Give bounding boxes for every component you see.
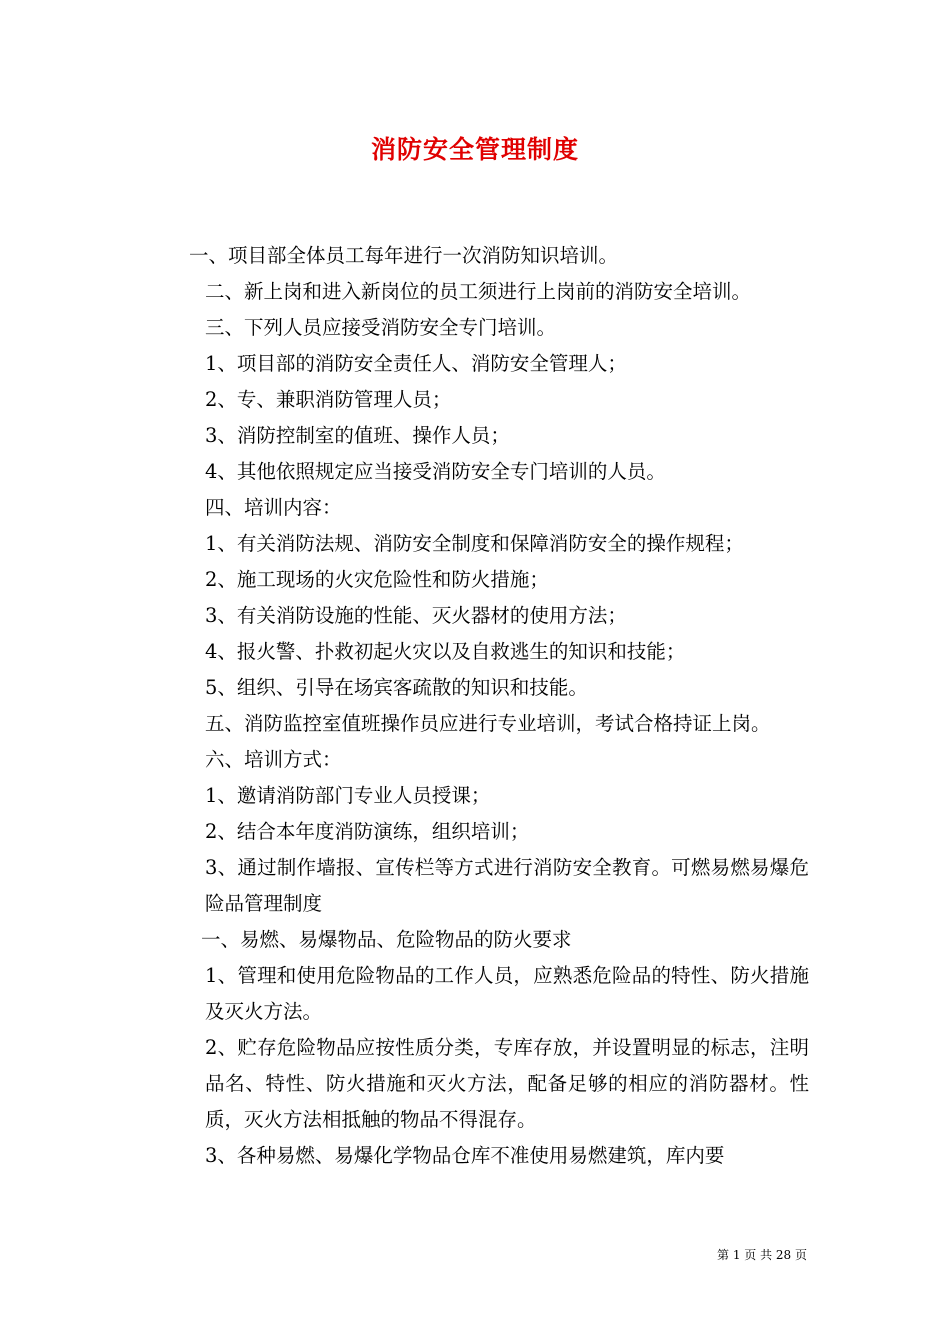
- list-item-4-4: 4、报火警、扑救初起火灾以及自救逃生的知识和技能；: [205, 640, 686, 663]
- document-body: [143, 238, 809, 1174]
- paragraph-4: 四、培训内容：: [205, 496, 342, 519]
- rule-paragraph-3: 3、各种易燃、易爆化学物品仓库不准使用易燃建筑，库内要: [205, 1144, 725, 1167]
- list-item-4-2: 2、施工现场的火灾危险性和防火措施；: [205, 568, 549, 591]
- list-item-4-1: 1、有关消防法规、消防安全制度和保障消防安全的操作规程；: [205, 532, 744, 555]
- list-item-4-5: 5、组织、引导在场宾客疏散的知识和技能。: [205, 676, 588, 699]
- paragraph-6: 六、培训方式：: [205, 748, 342, 771]
- list-item-6-3: 3、通过制作墙报、宣传栏等方式进行消防安全教育。可燃易燃易爆危险品管理制度: [205, 856, 809, 915]
- list-item-4-3: 3、有关消防设施的性能、灭火器材的使用方法；: [205, 604, 627, 627]
- rule-paragraph-2: 2、贮存危险物品应按性质分类，专库存放，并设置明显的标志，注明品名、特性、防火措施和灭火方法，配备足够的相应的消防器材。性质，灭火方法相抵触的物品不得混存。: [205, 1036, 809, 1131]
- rule-paragraph-1: 1、管理和使用危险物品的工作人员，应熟悉危险品的特性、防火措施及灭火方法。: [205, 964, 809, 1023]
- list-item-3-4: 4、其他依照规定应当接受消防安全专门培训的人员。: [205, 460, 666, 483]
- paragraph-5: 五、消防监控室值班操作员应进行专业培训，考试合格持证上岗。: [205, 712, 771, 735]
- list-item-3-2: 2、专、兼职消防管理人员；: [205, 388, 452, 411]
- paragraph-2: 二、新上岗和进入新岗位的员工须进行上岗前的消防安全培训。: [205, 280, 752, 303]
- paragraph-1: 一、项目部全体员工每年进行一次消防知识培训。: [189, 244, 619, 267]
- list-item-6-2: 2、结合本年度消防演练，组织培训；: [205, 820, 530, 843]
- document-title: 消防安全管理制度: [370, 135, 579, 164]
- section-heading-1: 一、易燃、易爆物品、危险物品的防火要求: [201, 928, 572, 951]
- list-item-3-3: 3、消防控制室的值班、操作人员；: [205, 424, 510, 447]
- paragraph-3: 三、下列人员应接受消防安全专门培训。: [205, 316, 557, 339]
- list-item-3-1: 1、项目部的消防安全责任人、消防安全管理人；: [205, 352, 627, 375]
- list-item-6-1: 1、邀请消防部门专业人员授课；: [205, 784, 491, 807]
- page-number-footer: 第 1 页 共 28 页: [717, 1248, 807, 1262]
